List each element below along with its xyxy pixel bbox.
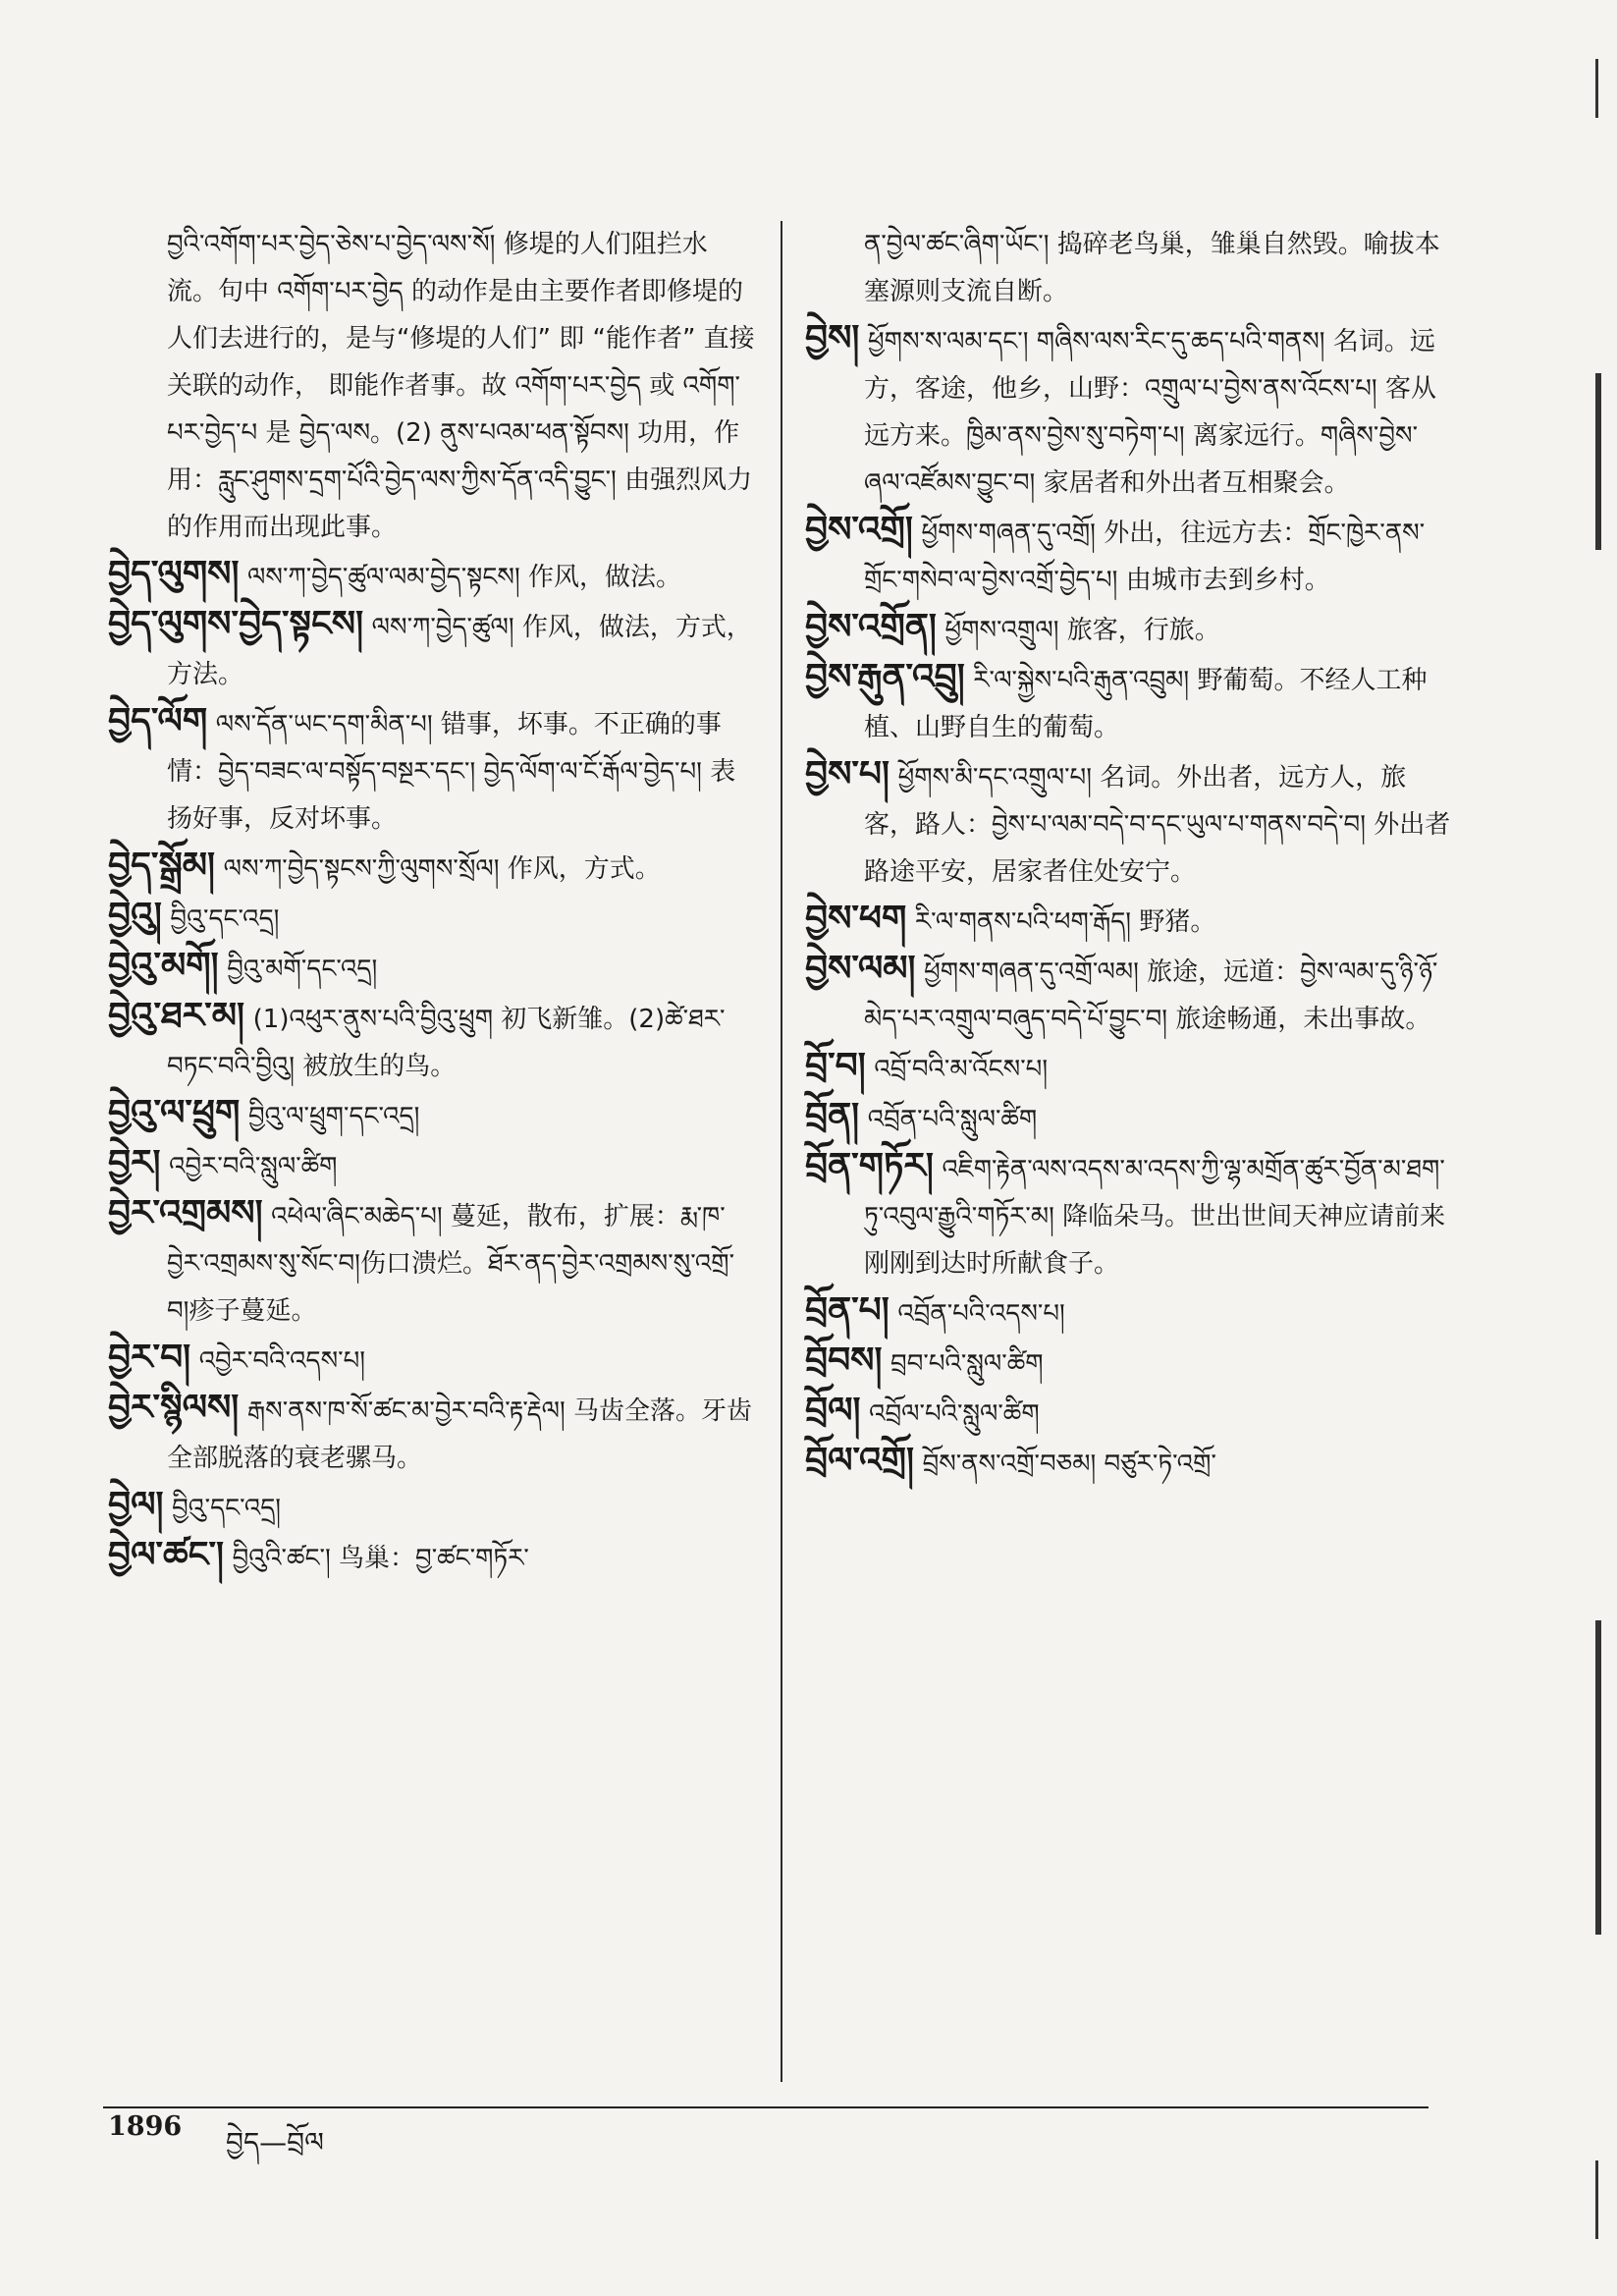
dictionary-entry: [805, 1093, 1453, 1143]
dictionary-entry: [805, 1338, 1453, 1388]
dictionary-entry: [805, 507, 1453, 604]
entry-definition: འབྲོན་པའི་འདས་པ།: [897, 1299, 1065, 1329]
entry-definition: བྱིའུ་ལ་ཕྲུག་དང་འདྲ།: [247, 1102, 420, 1131]
dictionary-entry: [805, 1143, 1453, 1287]
entry-headword: བྱེར་སྙིལས།: [108, 1388, 240, 1428]
entry-headword: བྱེའུ་ལ་ཕྲུག: [108, 1093, 241, 1133]
entry-headword: བྲོ་བ།: [805, 1046, 866, 1086]
dictionary-entry: [108, 1190, 756, 1335]
entry-headword: བྱེད་སྒྲོམ།: [108, 846, 216, 886]
entry-definition: ཕྱོགས་མི་དང་འགྲུལ་པ། 名词。外出者，远方人，旅客，路人：བྱེས་པ་ལམ་བདེ་བ་དང་ཡུལ་པ་གནས་བདེ་བ། 外出者路途平安，居家者住处安宁。: [864, 763, 1451, 887]
entry-definition: འབྲོལ་པའི་སླུལ་ཚིག: [869, 1399, 1040, 1429]
entry-headword: བྱེའུ་ཐར་མ།: [108, 996, 245, 1036]
entry-definition: ཕྱོགས་གཞན་དུ་འགྲོ། 外出，往远方去：གྲོང་ཁྱེར་ནས་གྲོང་གསེབ་ལ་བྱེས་འགྲོ་བྱེད་པ། 由城市去到乡村。: [864, 519, 1426, 595]
entry-headword: བྱེར་འགྲམས།: [108, 1193, 263, 1233]
entry-definition: བྱིའུ་དང་འདྲ།: [170, 904, 280, 934]
entry-headword: བྲོལ་འགྲོ།: [805, 1441, 914, 1481]
entry-headword: བྱེད་ལུགས་བྱེད་སྟངས།: [108, 604, 364, 644]
entry-definition: ལས་ཀ་བྱེད་ཚུལ་ལམ་བྱེད་སྟངས། 作风，做法。: [247, 563, 681, 592]
entry-headword: བྱེས་འགྲོ།: [805, 510, 913, 550]
entry-headword: བྱེས་ལམ།: [805, 949, 916, 989]
entry-headword: བྲོན།: [805, 1096, 860, 1136]
dictionary-entry: [805, 604, 1453, 654]
entry-definition: ཕྱོགས་འགྲུལ། 旅客，行旅。: [944, 616, 1220, 645]
entry-definition: ལས་ཀ་བྱེད་སྟངས་ཀྱི་ལུགས་སྲོལ། 作风，方式。: [223, 854, 661, 884]
entry-definition: (1)འཕུར་ནུས་པའི་བྱིའུ་ཕྲུག 初飞新雏。(2)ཚེ་ཐར་བཏང་བའི་བྱིའུ། 被放生的鸟。: [167, 1005, 726, 1081]
entry-definition: བྱིའུ་མགོ་དང་འདྲ།: [227, 955, 378, 984]
entry-definition: བྲབ་པའི་སླུལ་ཚིག: [890, 1349, 1044, 1379]
entry-headword: བྱེར།: [108, 1143, 161, 1183]
left-column: [108, 221, 756, 1582]
entry-definition: ཕྱོགས་ས་ལམ་དང་། གཞིས་ལས་རིང་དུ་ཆད་པའི་གནས། 名词。远方，客途，他乡，山野：འགྲུལ་པ་བྱེས་ནས་འོངས་པ། 客从远方来。ཁྱིམ་ནས་བྱེས་སུ་བཏེག་པ། 离家远行。གཞིས་བྱེས་ཞལ་འཛོམས་བྱུང་བ། 家居者和外出者互相聚会。: [864, 327, 1436, 498]
entry-headword: བྱེས་རྒུན་འབྲུ།: [805, 657, 965, 697]
entry-headword: བྲོན་པ།: [805, 1290, 889, 1331]
entry-headword: བྱེས་ཕག: [805, 899, 907, 939]
entry-definition: བྱའི་འགོག་པར་བྱེད་ཅེས་པ་བྱེད་ལས་སོ། 修堤的人们阻拦水流。句中 འགོག་པར་བྱེད 的动作是由主要作者即修堤的人们去进行的，是与“修堤的人们” 即 “能作者” 直接关联的动作， 即能作者事。故 འགོག་པར་བྱེད 或 འགོག་པར་བྱེད་པ 是 བྱེད་ལས。(2) ནུས་པའམ་ཕན་སྟོབས། 功用，作用：རླུང་ཤུགས་དྲག་པོའི་བྱེད་ལས་ཀྱིས་དོན་འདི་བྱུང་། 由强烈风力的作用而出现此事。: [167, 230, 755, 542]
entry-headword: བྱེལ།: [108, 1485, 164, 1525]
entry-definition: འཇིག་རྟེན་ལས་འདས་མ་འདས་ཀྱི་ལྷ་མགྲོན་ཚུར་བྱོན་མ་ཐག་ཏུ་འབུལ་རྒྱུའི་གཏོར་མ། 降临朵马。世出世间天神应请前来刚刚到达时所献食子。: [864, 1155, 1446, 1279]
dictionary-entry: [805, 315, 1453, 507]
entry-headword: བྲོབས།: [805, 1340, 883, 1381]
dictionary-entry: [108, 1482, 756, 1532]
page-number: 1896: [108, 2111, 183, 2142]
entry-definition: འཕེལ་ཞིང་མཆེད་པ། 蔓延，散布，扩展：རྨ་ཁ་བྱེར་འགྲམས་སུ་སོང་བ།伤口溃烂。ཐོར་ནད་བྱེར་འགྲམས་སུ་འགྲོ་བ།疹子蔓延。: [167, 1202, 735, 1326]
dictionary-entry: [805, 896, 1453, 946]
entry-definition: རི་ལ་སྐྱེས་པའི་རྒུན་འབྲུམ། 野葡萄。不经人工种植、山野自生的葡萄。: [864, 666, 1428, 742]
entry-headword: བྱེད་ལུགས།: [108, 554, 240, 594]
dictionary-entry: [108, 993, 756, 1090]
entry-definition: འབྲོ་བའི་མ་འོངས་པ།: [874, 1055, 1049, 1084]
dictionary-entry: [108, 551, 756, 601]
column-divider: [781, 221, 782, 2082]
entry-headword: བྱེད་ལོག: [108, 701, 208, 741]
footer-rule: [103, 2106, 1428, 2108]
dictionary-entry: [108, 1532, 756, 1582]
guide-words: བྱེད—བྲོལ: [226, 2126, 324, 2159]
dictionary-entry: [805, 946, 1453, 1043]
entry-definition: ཕྱོགས་གཞན་དུ་འགྲོ་ལམ། 旅途，远道：བྱེས་ལམ་དུ་ཉི་ཉོ་མེད་པར་འགྲུལ་བཞུད་བདེ་པོ་བྱུང་བ། 旅途畅通，未出事故。: [864, 957, 1438, 1034]
edge-mark: [1595, 2160, 1598, 2239]
entry-headword: བྱེས།: [805, 318, 860, 358]
edge-mark: [1595, 373, 1601, 550]
dictionary-entry: [805, 221, 1453, 315]
entry-headword: བྱེར་བ།: [108, 1338, 191, 1378]
entry-headword: བྲོན་གཏོར།: [805, 1146, 934, 1186]
entry-definition: འབྱེར་བའི་སླུལ་ཚིག: [169, 1152, 338, 1181]
entry-definition: འབྱེར་བའི་འདས་པ།: [198, 1346, 366, 1376]
entry-definition: ན་བྱེལ་ཚང་ཞིག་ཡོང་། 捣碎老鸟巢，雏巢自然毁。喻拔本塞源则支流自断。: [864, 230, 1440, 306]
edge-mark: [1595, 1620, 1601, 1935]
dictionary-entry: [108, 893, 756, 943]
entry-definition: བྲོས་ནས་འགྲོ་བཅམ། བཙུར་ཏེ་འགྲོ་: [922, 1449, 1216, 1479]
entry-definition: རི་ལ་གནས་པའི་ཕག་རྒོད། 野猪。: [914, 907, 1216, 937]
dictionary-entry: [805, 1438, 1453, 1488]
dictionary-entry: [108, 601, 756, 698]
dictionary-entry: [805, 654, 1453, 751]
entry-definition: བྱིའུ་དང་འདྲ།: [172, 1494, 282, 1523]
dictionary-entry: [805, 1287, 1453, 1338]
dictionary-entry: [108, 943, 756, 993]
dictionary-entry: [108, 1140, 756, 1190]
entry-headword: བྱེའུ།: [108, 896, 162, 936]
dictionary-entry: [108, 1385, 756, 1482]
dictionary-entry: [805, 1043, 1453, 1093]
entry-definition: འབྲོན་པའི་སླུལ་ཚིག: [867, 1105, 1038, 1134]
dictionary-entry: [108, 1090, 756, 1140]
dictionary-entry: [805, 751, 1453, 896]
entry-headword: བྱེས་པ།: [805, 754, 890, 794]
right-column: [805, 221, 1453, 1488]
entry-definition: ལས་དོན་ཡང་དག་མིན་པ། 错事，坏事。不正确的事情：བྱེད་བཟང་ལ་བསྟོད་བསྔར་དང་། བྱེད་ལོག་ལ་ངོ་རྒོལ་བྱེད་པ། 表扬好事，反对坏事。: [167, 710, 736, 834]
entry-headword: བྲོལ།: [805, 1391, 861, 1431]
entry-definition: རྒས་ནས་ཁ་སོ་ཚང་མ་བྱེར་བའི་རྟ་རྡེལ། 马齿全落。牙齿全部脱落的衰老骡马。: [167, 1396, 753, 1473]
dictionary-entry: [805, 1388, 1453, 1438]
dictionary-entry: [108, 221, 756, 551]
entry-headword: བྱེལ་ཚང་།: [108, 1535, 225, 1575]
entry-headword: བྱེའུ་མགོ།: [108, 946, 219, 986]
dictionary-entry: [108, 843, 756, 893]
dictionary-entry: [108, 698, 756, 843]
entry-definition: བྱིའུའི་ཚང་། 鸟巢：བྱ་ཚང་གཏོར་: [232, 1544, 529, 1573]
entry-headword: བྱེས་འགྲོན།: [805, 607, 937, 647]
entry-definition: ལས་ཀ་བྱེད་ཚུལ། 作风，做法，方式，方法。: [167, 613, 752, 689]
dictionary-entry: [108, 1335, 756, 1385]
edge-mark: [1595, 59, 1598, 118]
